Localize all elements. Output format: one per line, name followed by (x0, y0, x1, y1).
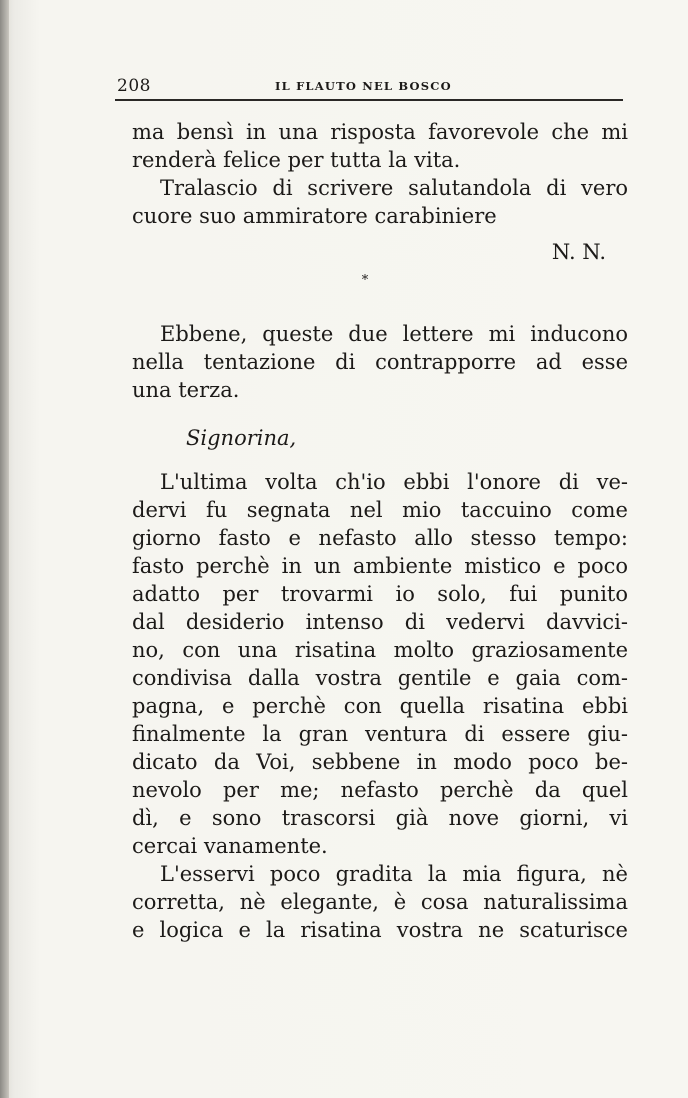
spacer (132, 296, 628, 320)
page-body (132, 118, 628, 944)
running-head: IL FLAUTO NEL BOSCO (275, 79, 452, 93)
text-line: dicato da Voi, sebbene in modo poco be- (132, 750, 628, 774)
header-rule (115, 99, 623, 101)
text-line: fasto perchè in un ambiente mistico e poco (132, 554, 628, 578)
text-line: no, con una risatina molto graziosamente (132, 638, 628, 662)
text-line: dì, e sono trascorsi già nove giorni, vi (132, 806, 628, 830)
text-line: corretta, nè elegante, è cosa naturalissima (132, 890, 628, 914)
text-line: nevolo per me; nefasto perchè da quel (132, 778, 628, 802)
text-line: L'esservi poco gradita la mia figura, nè (160, 862, 628, 886)
text-line: renderà felice per tutta la vita. (132, 148, 461, 172)
signature: N. N. (551, 240, 606, 264)
text-line: una terza. (132, 378, 240, 402)
text-line: ma bensì in una risposta favorevole che mi (132, 120, 628, 144)
text-line: cercai vanamente. (132, 834, 328, 858)
text-line: giorno fasto e nefasto allo stesso tempo: (132, 526, 628, 550)
salutation: Signorina, (186, 426, 297, 450)
text-line: dal desiderio intenso di vedervi davvici- (132, 610, 628, 634)
text-line: cuore suo ammiratore carabiniere (132, 204, 497, 228)
text-line: pagna, e perchè con quella risatina ebbi (132, 694, 628, 718)
page-spine-shadow (0, 0, 9, 1098)
text-line: finalmente la gran ventura di essere giu- (132, 722, 628, 746)
text-line: dervi fu segnata nel mio taccuino come (132, 498, 628, 522)
text-line: L'ultima volta ch'io ebbi l'onore di ve- (160, 470, 628, 494)
text-line: condivisa dalla vostra gentile e gaia com- (132, 666, 628, 690)
text-line: adatto per trovarmi io solo, fui punito (132, 582, 628, 606)
text-line: nella tentazione di contrapporre ad esse (132, 350, 628, 374)
text-line: e logica e la risatina vostra ne scaturisce (132, 918, 628, 942)
page-header (115, 76, 623, 100)
page-number: 208 (117, 76, 151, 96)
text-line: Ebbene, queste due lettere mi inducono (160, 322, 628, 346)
section-separator: * (361, 273, 369, 288)
text-line: Tralascio di scrivere salutandola di vero (160, 176, 628, 200)
